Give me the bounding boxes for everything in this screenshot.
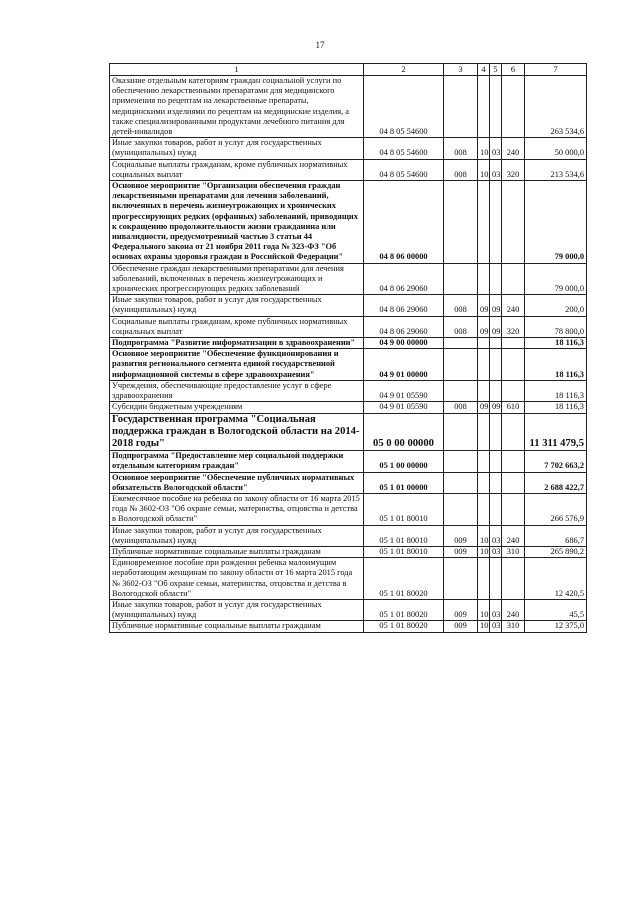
- cell-code: 05 1 01 80020: [364, 621, 444, 632]
- cell-ved: [444, 493, 478, 525]
- cell-name: Публичные нормативные социальные выплаты гражданам: [110, 621, 364, 632]
- cell-vr: 240: [502, 295, 525, 316]
- table-row: [110, 599, 587, 620]
- cell-vr: 320: [502, 159, 525, 180]
- column-header: 3: [444, 64, 478, 76]
- cell-code: 04 9 00 00000: [364, 338, 444, 349]
- table-row: [110, 451, 587, 472]
- cell-pr: [490, 558, 502, 600]
- cell-vr: [502, 349, 525, 381]
- cell-code: 04 9 01 00000: [364, 349, 444, 381]
- cell-ved: 008: [444, 159, 478, 180]
- cell-rz: [478, 493, 490, 525]
- cell-pr: 09: [490, 402, 502, 413]
- cell-rz: [478, 181, 490, 264]
- cell-ved: 009: [444, 621, 478, 632]
- cell-code: 04 8 06 29060: [364, 263, 444, 295]
- cell-amount: 18 116,3: [525, 380, 587, 401]
- cell-ved: [444, 380, 478, 401]
- cell-code: 05 1 01 80020: [364, 599, 444, 620]
- cell-rz: [478, 472, 490, 493]
- cell-name: Обеспечение граждан лекарственными препаратами для лечения заболеваний, включенных в перечень жизнеугрожающих и хронических прогрессирующих редких заболеваний: [110, 263, 364, 295]
- page-number: 17: [315, 40, 325, 50]
- cell-vr: 240: [502, 599, 525, 620]
- table-row: [110, 338, 587, 349]
- column-header: 2: [364, 64, 444, 76]
- cell-ved: [444, 76, 478, 138]
- cell-name: Государственная программа "Социальная поддержка граждан в Вологодской области на 2014-2018 годы": [110, 413, 364, 451]
- cell-rz: 10: [478, 159, 490, 180]
- cell-pr: [490, 76, 502, 138]
- cell-code: 05 0 00 00000: [364, 413, 444, 451]
- cell-ved: 009: [444, 546, 478, 557]
- cell-amount: 200,0: [525, 295, 587, 316]
- cell-code: 05 1 01 80010: [364, 493, 444, 525]
- cell-amount: 79 000,0: [525, 181, 587, 264]
- cell-ved: 008: [444, 138, 478, 159]
- cell-vr: [502, 338, 525, 349]
- cell-name: Публичные нормативные социальные выплаты гражданам: [110, 546, 364, 557]
- cell-amount: 45,5: [525, 599, 587, 620]
- cell-vr: [502, 472, 525, 493]
- cell-pr: [490, 413, 502, 451]
- column-header: 6: [502, 64, 525, 76]
- cell-pr: 03: [490, 159, 502, 180]
- cell-code: 04 8 05 54600: [364, 76, 444, 138]
- cell-vr: 240: [502, 138, 525, 159]
- cell-pr: [490, 493, 502, 525]
- table-row: [110, 380, 587, 401]
- cell-vr: 310: [502, 546, 525, 557]
- cell-rz: [478, 349, 490, 381]
- table-row: [110, 525, 587, 546]
- cell-ved: [444, 451, 478, 472]
- cell-vr: [502, 181, 525, 264]
- cell-pr: [490, 380, 502, 401]
- cell-name: Иные закупки товаров, работ и услуг для государственных (муниципальных) нужд: [110, 599, 364, 620]
- cell-rz: [478, 76, 490, 138]
- table-row: [110, 558, 587, 600]
- cell-rz: 10: [478, 546, 490, 557]
- cell-name: Иные закупки товаров, работ и услуг для государственных (муниципальных) нужд: [110, 525, 364, 546]
- cell-code: 04 9 01 05590: [364, 380, 444, 401]
- cell-amount: 18 116,3: [525, 349, 587, 381]
- column-header: 7: [525, 64, 587, 76]
- cell-name: Субсидии бюджетным учреждениям: [110, 402, 364, 413]
- cell-vr: [502, 451, 525, 472]
- table-row: [110, 263, 587, 295]
- cell-amount: 263 534,6: [525, 76, 587, 138]
- cell-code: 04 8 05 54600: [364, 138, 444, 159]
- cell-name: Подпрограмма "Развитие информатизации в здравоохранении": [110, 338, 364, 349]
- cell-pr: [490, 349, 502, 381]
- cell-vr: 610: [502, 402, 525, 413]
- cell-pr: 03: [490, 546, 502, 557]
- cell-vr: [502, 558, 525, 600]
- cell-name: Основное мероприятие "Обеспечение функционирования и развития регионального сегмента единой государственной информационной системы в сфере здравоохранения": [110, 349, 364, 381]
- cell-code: 05 1 01 80010: [364, 525, 444, 546]
- cell-pr: [490, 451, 502, 472]
- cell-rz: 10: [478, 621, 490, 632]
- table-row: [110, 493, 587, 525]
- cell-pr: 03: [490, 621, 502, 632]
- table-row: [110, 472, 587, 493]
- cell-name: Учреждения, обеспечивающие предоставление услуг в сфере здравоохранения: [110, 380, 364, 401]
- cell-amount: 11 311 479,5: [525, 413, 587, 451]
- cell-amount: 2 688 422,7: [525, 472, 587, 493]
- cell-rz: 09: [478, 295, 490, 316]
- cell-rz: [478, 558, 490, 600]
- cell-name: Социальные выплаты гражданам, кроме публичных нормативных социальных выплат: [110, 159, 364, 180]
- cell-code: 05 1 01 80020: [364, 558, 444, 600]
- cell-rz: [478, 263, 490, 295]
- cell-rz: 10: [478, 525, 490, 546]
- cell-amount: 12 375,0: [525, 621, 587, 632]
- cell-amount: 12 420,5: [525, 558, 587, 600]
- table-row: [110, 316, 587, 337]
- cell-rz: [478, 451, 490, 472]
- cell-ved: [444, 349, 478, 381]
- cell-amount: 18 116,3: [525, 402, 587, 413]
- cell-amount: 265 890,2: [525, 546, 587, 557]
- cell-code: 04 9 01 05590: [364, 402, 444, 413]
- table-row: [110, 546, 587, 557]
- column-header: 5: [490, 64, 502, 76]
- cell-vr: 320: [502, 316, 525, 337]
- cell-vr: [502, 263, 525, 295]
- table-row: [110, 76, 587, 138]
- cell-pr: [490, 181, 502, 264]
- cell-name: Единовременное пособие при рождении ребенка малоимущим неработающим женщинам по закону области от 16 марта 2015 года № 3602-ОЗ "Об охране семьи, материнства, отцовства и детства в Вологодской области": [110, 558, 364, 600]
- cell-ved: [444, 263, 478, 295]
- cell-pr: [490, 338, 502, 349]
- cell-rz: [478, 413, 490, 451]
- table-row: [110, 295, 587, 316]
- cell-amount: 7 702 663,2: [525, 451, 587, 472]
- cell-code: 05 1 01 80010: [364, 546, 444, 557]
- cell-code: 04 8 05 54600: [364, 159, 444, 180]
- cell-name: Иные закупки товаров, работ и услуг для государственных (муниципальных) нужд: [110, 138, 364, 159]
- cell-vr: 310: [502, 621, 525, 632]
- cell-amount: 213 534,6: [525, 159, 587, 180]
- cell-pr: 03: [490, 525, 502, 546]
- cell-code: 04 8 06 29060: [364, 295, 444, 316]
- cell-vr: [502, 413, 525, 451]
- table-body: [110, 64, 587, 633]
- table-row: [110, 402, 587, 413]
- cell-vr: [502, 493, 525, 525]
- cell-pr: 03: [490, 599, 502, 620]
- cell-vr: [502, 380, 525, 401]
- cell-vr: 240: [502, 525, 525, 546]
- cell-code: 04 8 06 00000: [364, 181, 444, 264]
- table-header-row: [110, 64, 587, 76]
- table-row: [110, 621, 587, 632]
- cell-pr: [490, 263, 502, 295]
- table-row: [110, 349, 587, 381]
- cell-rz: [478, 380, 490, 401]
- cell-ved: 008: [444, 295, 478, 316]
- table-row: [110, 159, 587, 180]
- cell-name: Подпрограмма "Предоставление мер социальной поддержки отдельным категориям граждан": [110, 451, 364, 472]
- cell-pr: 09: [490, 316, 502, 337]
- cell-pr: 03: [490, 138, 502, 159]
- cell-ved: 008: [444, 316, 478, 337]
- cell-ved: 009: [444, 525, 478, 546]
- cell-code: 05 1 00 00000: [364, 451, 444, 472]
- cell-name: Основное мероприятие "Организация обеспечения граждан лекарственными препаратами для лечения заболеваний, включенных в перечень жизнеугрожающих и хронических прогрессирующих редких (орфанных) заболеваний, приводящих к сокращению продолжительности жизни гражданина или инвалидности, предусмотренный частью 3 статьи 44 Федерального закона от 21 ноября 2011 года № 323-ФЗ "Об основах охраны здоровья граждан в Российской Федерации": [110, 181, 364, 264]
- cell-pr: 09: [490, 295, 502, 316]
- cell-ved: [444, 558, 478, 600]
- cell-rz: 10: [478, 138, 490, 159]
- cell-ved: [444, 472, 478, 493]
- column-header: 4: [478, 64, 490, 76]
- cell-amount: 78 800,0: [525, 316, 587, 337]
- cell-rz: 09: [478, 402, 490, 413]
- cell-amount: 79 000,0: [525, 263, 587, 295]
- cell-amount: 50 000,0: [525, 138, 587, 159]
- cell-ved: [444, 338, 478, 349]
- cell-rz: [478, 338, 490, 349]
- cell-ved: 009: [444, 599, 478, 620]
- table-row: [110, 181, 587, 264]
- cell-name: Иные закупки товаров, работ и услуг для государственных (муниципальных) нужд: [110, 295, 364, 316]
- cell-amount: 266 576,9: [525, 493, 587, 525]
- cell-vr: [502, 76, 525, 138]
- cell-name: Оказание отдельным категориям граждан социальной услуги по обеспечению лекарственными препаратами для медицинского применения по рецептам на лекарственные препараты, медицинскими изделиями по рецептам на медицинские изделия, а также специализированными продуктами лечебного питания для детей-инвалидов: [110, 76, 364, 138]
- cell-code: 04 8 06 29060: [364, 316, 444, 337]
- cell-code: 05 1 01 00000: [364, 472, 444, 493]
- cell-name: Основное мероприятие "Обеспечение публичных нормативных обязательств Вологодской области": [110, 472, 364, 493]
- cell-rz: 10: [478, 599, 490, 620]
- cell-rz: 09: [478, 316, 490, 337]
- table-row: [110, 413, 587, 451]
- budget-table: [109, 63, 587, 633]
- table-row: [110, 138, 587, 159]
- cell-ved: [444, 413, 478, 451]
- cell-amount: 18 116,3: [525, 338, 587, 349]
- column-header: 1: [110, 64, 364, 76]
- cell-pr: [490, 472, 502, 493]
- cell-amount: 686,7: [525, 525, 587, 546]
- cell-ved: [444, 181, 478, 264]
- cell-name: Социальные выплаты гражданам, кроме публичных нормативных социальных выплат: [110, 316, 364, 337]
- cell-name: Ежемесячное пособие на ребенка по закону области от 16 марта 2015 года № 3602-ОЗ "Об охране семьи, материнства, отцовства и детства в Вологодской области": [110, 493, 364, 525]
- cell-ved: 008: [444, 402, 478, 413]
